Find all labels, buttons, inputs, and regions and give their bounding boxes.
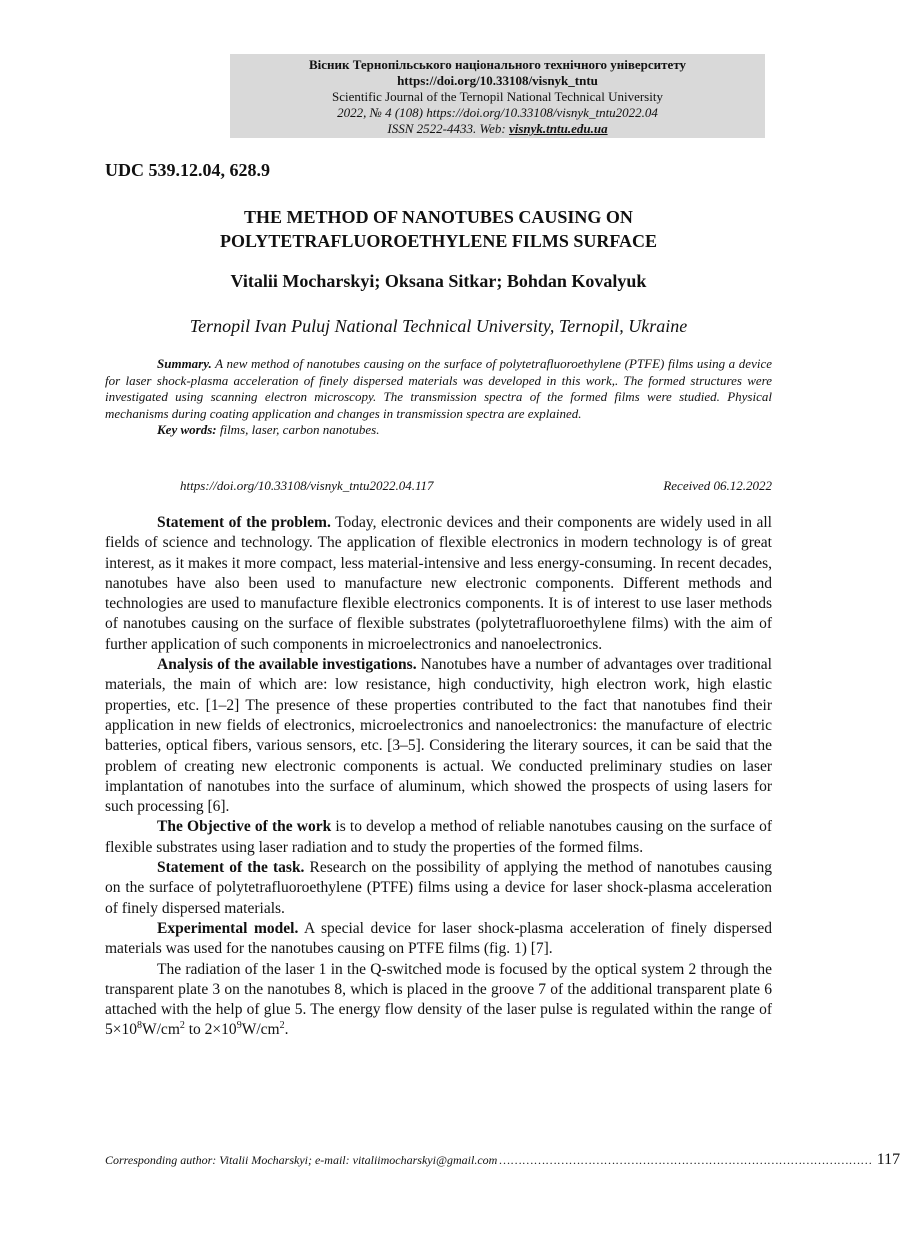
exponent: 8 — [137, 1020, 142, 1032]
exponent: 2 — [179, 1020, 185, 1032]
paragraph-problem — [105, 513, 772, 655]
footer-leader-dots: …………………………………………………………………………………… — [499, 1153, 873, 1167]
corresponding-author: Corresponding author: Vitalii Mocharskyi; e-mail: vitaliimocharskyi@gmail.com — [105, 1153, 498, 1167]
affiliation: Ternopil Ivan Puluj National Technical University, Ternopil, Ukraine — [189, 316, 688, 336]
paragraph-text: Research on the possibility of applying the method of nanotubes causing on the surface of polytetrafluoroethylene (PTFE) films using a device for laser shock-plasma acceleration of finely dispersed materials. — [105, 859, 772, 917]
summary-block — [105, 356, 772, 439]
summary-paragraph — [105, 356, 772, 422]
unit-text: W/cm — [241, 1021, 280, 1039]
heading-problem: Statement of the problem. — [157, 514, 331, 531]
keywords-text: films, laser, carbon nanotubes. — [216, 422, 380, 437]
paragraph-text: The radiation of the laser 1 in the Q-switched mode is focused by the optical system 2 through the transparent plate 3 on the nanotubes 8, which is placed in the groove 7 of the additional transparent plate 6 attached with the help of glue 5. The energy flow density of the laser pulse is regulated within the range of 5×10 — [105, 960, 772, 1039]
paragraph-model — [105, 919, 772, 960]
article-title — [105, 205, 772, 253]
journal-name-ua: Вісник Тернопільського національного технічного університету — [308, 57, 687, 72]
issn-text: ISSN 2522-4433. Web: — [387, 121, 509, 136]
article-doi[interactable]: https://doi.org/10.33108/visnyk_tntu2022.04.117 — [180, 478, 434, 493]
paragraph-analysis — [105, 655, 772, 817]
summary-text: A new method of nanotubes causing on the surface of polytetrafluoroethylene (PTFE) films using a device for laser shock-plasma acceleration of finely dispersed materials was developed in this work,. The formed structures were investigated using scanning electron microscopy. The transmission spectra of the formed films were studied. Physical mechanisms during coating application and changes in transmission spectra are explained. — [105, 356, 772, 421]
heading-task: Statement of the task. — [157, 859, 305, 877]
paragraph-task — [105, 858, 772, 919]
paragraph-objective — [105, 817, 772, 858]
article-body — [105, 513, 772, 1041]
issue-info: 2022, № 4 (108) https://doi.org/10.33108/visnyk_tntu2022.04 — [337, 105, 658, 120]
exponent: 9 — [236, 1020, 242, 1032]
journal-doi[interactable]: https://doi.org/10.33108/visnyk_tntu — [397, 73, 598, 88]
summary-label: Summary. — [157, 356, 212, 371]
heading-analysis: Analysis of the available investigations. — [157, 656, 417, 674]
paragraph-text: Nanotubes have a number of advantages over traditional materials, the main of which are: low resistance, high conductivity, high electron work, high elastic properties, etc. [1–2] The presence of these properties contributed to the fact that nanotubes find their application in new fields of electronics, microelectronics and nanoelectronics: the manufacture of electric batteries, optical fibers, various sensors, etc. [3–5]. Considering the literary sources, it can be said that the problem of creating new electronic components is actual. We conducted preliminary studies on laser implantation of nanotubes into the surface of aluminum, which showed the prospects of using lasers for such processing [6]. — [105, 656, 772, 816]
unit-text: W/cm — [142, 1021, 180, 1039]
paragraph-radiation — [105, 960, 772, 1041]
paragraph-text: A special device for laser shock-plasma acceleration of finely dispersed materials was used for the nanotubes causing on PTFE films (fig. 1) [7]. — [105, 919, 772, 958]
title-line-2: POLYTETRAFLUOROETHYLENE FILMS SURFACE — [219, 231, 658, 251]
keywords-paragraph — [105, 422, 772, 439]
paragraph-text: . — [284, 1021, 289, 1039]
udc-code: UDC 539.12.04, 628.9 — [105, 160, 270, 180]
journal-name-en: Scientific Journal of the Ternopil National Technical University — [332, 89, 663, 104]
page-footer — [105, 1151, 900, 1169]
heading-model: Experimental model. — [157, 919, 299, 937]
doi-row — [180, 478, 772, 494]
paragraph-text: Today, electronic devices and their components are widely used in all fields of science and technology. The application of flexible electronics in modern technology is of great interest, as it makes it more compact, less material-intensive and less energy-consuming. In recent decades, nanotubes have also been used to manufacture new electronic components. Different methods and technologies are used to manufacture flexible electronics components. It is of interest to use laser methods of nanotubes causing on the surface of flexible substrates (polytetrafluoroethylene films) with the aim of further application of such components in microelectronics and nanoelectronics. — [105, 514, 772, 653]
paragraph-text: is to develop a method of reliable nanotubes causing on the surface of flexible substrates using laser radiation and to study the properties of the formed films. — [105, 818, 772, 856]
issn-line — [230, 121, 765, 137]
journal-website-link[interactable]: visnyk.tntu.edu.ua — [508, 121, 608, 136]
keywords-label: Key words: — [157, 422, 217, 437]
journal-header — [230, 54, 765, 138]
authors: Vitalii Mocharskyi; Oksana Sitkar; Bohdan Kovalyuk — [230, 271, 647, 291]
exponent: 2 — [279, 1020, 285, 1032]
title-line-1: THE METHOD OF NANOTUBES CAUSING ON — [244, 207, 633, 227]
page-number: 117 — [876, 1151, 900, 1168]
paragraph-text: to 2×10 — [184, 1021, 237, 1039]
heading-objective: The Objective of the work — [157, 818, 332, 836]
received-date: Received 06.12.2022 — [663, 478, 772, 493]
